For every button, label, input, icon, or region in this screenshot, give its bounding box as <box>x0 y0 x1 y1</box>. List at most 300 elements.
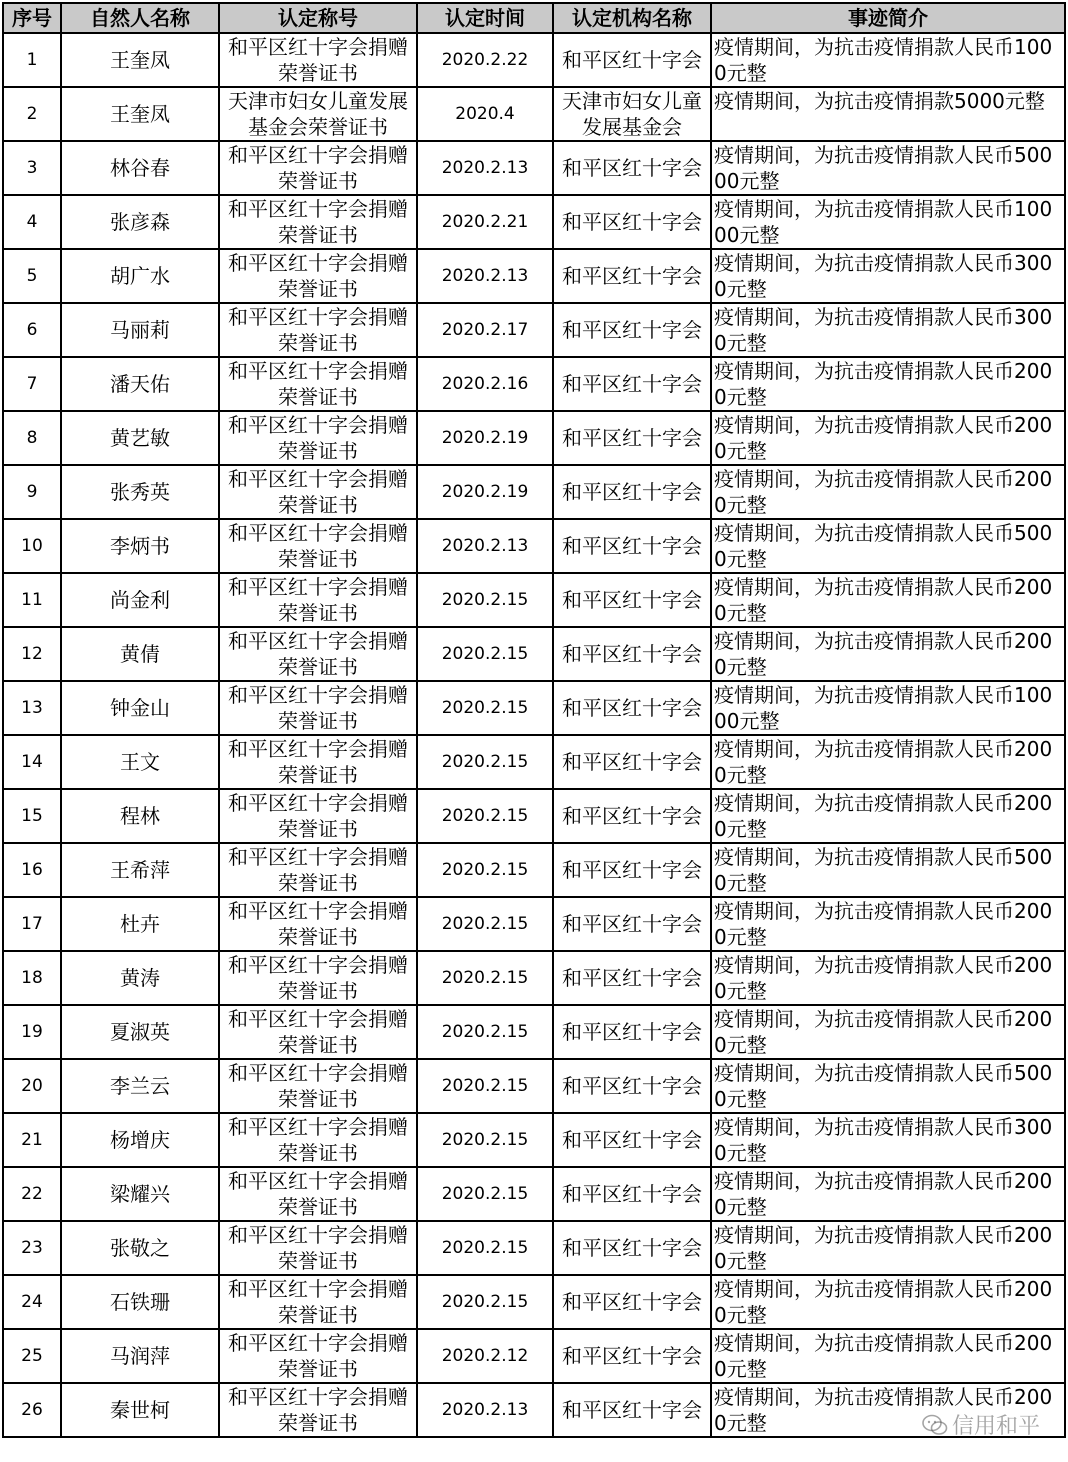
honor-date <box>417 33 553 87</box>
deed-summary <box>711 681 1065 735</box>
issuing-org-text: 和平区红十字会 <box>562 966 702 990</box>
honor-date <box>417 1005 553 1059</box>
deed-summary <box>711 87 1065 141</box>
deed-summary-text: 疫情期间，为抗击疫情捐款人民币5000元整 <box>714 1061 1053 1111</box>
row-index-text: 10 <box>21 536 43 556</box>
honor-table <box>2 2 1066 1438</box>
honor-title <box>219 1221 417 1275</box>
honor-title-text: 和平区红十字会捐赠荣誉证书 <box>228 467 408 517</box>
table-row <box>3 1167 1065 1221</box>
header-row <box>3 3 1065 33</box>
deed-summary <box>711 1059 1065 1113</box>
table-row <box>3 1113 1065 1167</box>
honor-date-text: 2020.4 <box>455 104 515 124</box>
honor-date-text: 2020.2.22 <box>441 50 529 70</box>
row-index-text: 18 <box>21 968 43 988</box>
deed-summary-text: 疫情期间，为抗击疫情捐款人民币2000元整 <box>714 737 1053 787</box>
honor-title-text: 和平区红十字会捐赠荣誉证书 <box>228 1277 408 1327</box>
table-row <box>3 357 1065 411</box>
honor-title <box>219 357 417 411</box>
row-index-text: 8 <box>26 428 38 448</box>
deed-summary-text: 疫情期间，为抗击疫情捐款人民币2000元整 <box>714 629 1053 679</box>
honor-title <box>219 627 417 681</box>
person-name <box>61 573 219 627</box>
honor-date <box>417 789 553 843</box>
issuing-org-text: 和平区红十字会 <box>562 696 702 720</box>
issuing-org <box>553 735 711 789</box>
person-name-text: 胡广水 <box>110 264 170 288</box>
honor-title <box>219 411 417 465</box>
honor-title <box>219 1383 417 1437</box>
honor-title <box>219 843 417 897</box>
person-name <box>61 1167 219 1221</box>
row-index <box>3 1005 61 1059</box>
issuing-org-text: 和平区红十字会 <box>562 1074 702 1098</box>
person-name <box>61 735 219 789</box>
person-name <box>61 87 219 141</box>
honor-date <box>417 141 553 195</box>
table-row <box>3 1383 1065 1437</box>
row-index <box>3 519 61 573</box>
person-name-text: 王希萍 <box>110 858 170 882</box>
issuing-org-text: 和平区红十字会 <box>562 1236 702 1260</box>
row-index-text: 7 <box>26 374 38 394</box>
row-index-text: 2 <box>26 104 38 124</box>
row-index <box>3 1167 61 1221</box>
row-index <box>3 897 61 951</box>
issuing-org <box>553 789 711 843</box>
issuing-org-text: 和平区红十字会 <box>562 264 702 288</box>
honor-title <box>219 1329 417 1383</box>
person-name-text: 钟金山 <box>110 696 170 720</box>
honor-date <box>417 843 553 897</box>
honor-title-text: 和平区红十字会捐赠荣誉证书 <box>228 1061 408 1111</box>
table-row <box>3 249 1065 303</box>
deed-summary-text: 疫情期间，为抗击疫情捐款人民币50000元整 <box>714 143 1053 193</box>
row-index-text: 21 <box>21 1130 43 1150</box>
person-name-text: 黄倩 <box>120 642 160 666</box>
row-index-text: 6 <box>26 320 38 340</box>
table-row <box>3 897 1065 951</box>
honor-title <box>219 195 417 249</box>
honor-date <box>417 951 553 1005</box>
row-index <box>3 1221 61 1275</box>
issuing-org-text: 和平区红十字会 <box>562 1128 702 1152</box>
person-name-text: 张秀英 <box>110 480 170 504</box>
deed-summary <box>711 249 1065 303</box>
row-index-text: 22 <box>21 1184 43 1204</box>
honor-title-text: 和平区红十字会捐赠荣誉证书 <box>228 305 408 355</box>
row-index <box>3 465 61 519</box>
table-row <box>3 1329 1065 1383</box>
honor-title <box>219 1167 417 1221</box>
honor-date <box>417 1275 553 1329</box>
honor-title-text: 和平区红十字会捐赠荣誉证书 <box>228 845 408 895</box>
issuing-org-text: 和平区红十字会 <box>562 858 702 882</box>
deed-summary <box>711 519 1065 573</box>
row-index-text: 20 <box>21 1076 43 1096</box>
row-index <box>3 141 61 195</box>
deed-summary-text: 疫情期间，为抗击疫情捐款人民币2000元整 <box>714 575 1053 625</box>
row-index <box>3 87 61 141</box>
issuing-org-text: 和平区红十字会 <box>562 318 702 342</box>
issuing-org-text: 和平区红十字会 <box>562 642 702 666</box>
table-row <box>3 735 1065 789</box>
deed-summary-text: 疫情期间，为抗击疫情捐款人民币5000元整 <box>714 845 1053 895</box>
deed-summary-text: 疫情期间，为抗击疫情捐款人民币5000元整 <box>714 521 1053 571</box>
row-index <box>3 789 61 843</box>
honor-date-text: 2020.2.15 <box>441 698 529 718</box>
honor-date <box>417 303 553 357</box>
honor-title <box>219 519 417 573</box>
table-row <box>3 951 1065 1005</box>
honor-title <box>219 789 417 843</box>
row-index-text: 3 <box>26 158 38 178</box>
person-name-text: 王奎凤 <box>110 102 170 126</box>
honor-title-text: 和平区红十字会捐赠荣誉证书 <box>228 899 408 949</box>
issuing-org-text: 和平区红十字会 <box>562 912 702 936</box>
issuing-org-text: 和平区红十字会 <box>562 750 702 774</box>
honor-date <box>417 681 553 735</box>
honor-date-text: 2020.2.15 <box>441 968 529 988</box>
issuing-org-text: 天津市妇女儿童发展基金会 <box>562 89 702 139</box>
issuing-org-text: 和平区红十字会 <box>562 534 702 558</box>
issuing-org <box>553 1005 711 1059</box>
deed-summary <box>711 195 1065 249</box>
issuing-org <box>553 465 711 519</box>
honor-date <box>417 735 553 789</box>
table-row <box>3 87 1065 141</box>
wechat-icon <box>922 1414 948 1436</box>
honor-date-text: 2020.2.13 <box>441 1400 529 1420</box>
table-row <box>3 789 1065 843</box>
honor-title-text: 和平区红十字会捐赠荣誉证书 <box>228 791 408 841</box>
row-index-text: 25 <box>21 1346 43 1366</box>
honor-date-text: 2020.2.15 <box>441 860 529 880</box>
issuing-org-text: 和平区红十字会 <box>562 1344 702 1368</box>
issuing-org <box>553 1383 711 1437</box>
row-index <box>3 1383 61 1437</box>
honor-date-text: 2020.2.16 <box>441 374 529 394</box>
honor-title <box>219 33 417 87</box>
honor-date <box>417 1113 553 1167</box>
honor-date-text: 2020.2.15 <box>441 752 529 772</box>
honor-title <box>219 303 417 357</box>
row-index-text: 1 <box>26 50 38 70</box>
person-name-text: 程林 <box>120 804 160 828</box>
issuing-org <box>553 303 711 357</box>
person-name <box>61 843 219 897</box>
row-index-text: 24 <box>21 1292 43 1312</box>
issuing-org-text: 和平区红十字会 <box>562 372 702 396</box>
table-row <box>3 1275 1065 1329</box>
issuing-org-text: 和平区红十字会 <box>562 1020 702 1044</box>
person-name <box>61 1275 219 1329</box>
person-name <box>61 33 219 87</box>
honor-date <box>417 897 553 951</box>
honor-title-text: 和平区红十字会捐赠荣誉证书 <box>228 197 408 247</box>
deed-summary <box>711 1167 1065 1221</box>
deed-summary <box>711 141 1065 195</box>
person-name-text: 梁耀兴 <box>110 1182 170 1206</box>
honor-date-text: 2020.2.21 <box>441 212 529 232</box>
honor-title <box>219 681 417 735</box>
honor-date <box>417 411 553 465</box>
deed-summary-text: 疫情期间，为抗击疫情捐款人民币2000元整 <box>714 467 1053 517</box>
person-name-text: 马润萍 <box>110 1344 170 1368</box>
honor-title-text: 和平区红十字会捐赠荣誉证书 <box>228 35 408 85</box>
deed-summary-text: 疫情期间，为抗击疫情捐款人民币2000元整 <box>714 413 1053 463</box>
person-name-text: 秦世柯 <box>110 1398 170 1422</box>
header-org: 认定机构名称 <box>553 3 711 33</box>
honor-date-text: 2020.2.15 <box>441 1184 529 1204</box>
honor-title-text: 和平区红十字会捐赠荣誉证书 <box>228 1007 408 1057</box>
issuing-org <box>553 1059 711 1113</box>
issuing-org-text: 和平区红十字会 <box>562 48 702 72</box>
person-name <box>61 465 219 519</box>
deed-summary <box>711 1275 1065 1329</box>
honor-title <box>219 1275 417 1329</box>
honor-title-text: 和平区红十字会捐赠荣誉证书 <box>228 629 408 679</box>
table-row <box>3 1005 1065 1059</box>
issuing-org <box>553 843 711 897</box>
honor-date <box>417 1329 553 1383</box>
row-index-text: 5 <box>26 266 38 286</box>
issuing-org <box>553 951 711 1005</box>
person-name <box>61 519 219 573</box>
deed-summary <box>711 789 1065 843</box>
deed-summary-text: 疫情期间，为抗击疫情捐款人民币3000元整 <box>714 305 1053 355</box>
deed-summary-text: 疫情期间，为抗击疫情捐款人民币3000元整 <box>714 251 1053 301</box>
deed-summary <box>711 843 1065 897</box>
honor-date <box>417 465 553 519</box>
honor-date-text: 2020.2.15 <box>441 806 529 826</box>
person-name-text: 张彦森 <box>110 210 170 234</box>
person-name <box>61 411 219 465</box>
deed-summary-text: 疫情期间，为抗击疫情捐款人民币2000元整 <box>714 791 1053 841</box>
row-index-text: 15 <box>21 806 43 826</box>
deed-summary <box>711 411 1065 465</box>
honor-title-text: 和平区红十字会捐赠荣誉证书 <box>228 575 408 625</box>
deed-summary <box>711 627 1065 681</box>
row-index-text: 11 <box>21 590 43 610</box>
honor-date <box>417 1059 553 1113</box>
person-name <box>61 951 219 1005</box>
row-index <box>3 195 61 249</box>
honor-date <box>417 1221 553 1275</box>
deed-summary <box>711 573 1065 627</box>
issuing-org <box>553 681 711 735</box>
honor-title-text: 和平区红十字会捐赠荣誉证书 <box>228 953 408 1003</box>
person-name <box>61 357 219 411</box>
honor-date-text: 2020.2.15 <box>441 1238 529 1258</box>
honor-title <box>219 1005 417 1059</box>
row-index <box>3 249 61 303</box>
person-name <box>61 249 219 303</box>
honor-date-text: 2020.2.15 <box>441 1076 529 1096</box>
issuing-org <box>553 33 711 87</box>
table-body <box>3 33 1065 1437</box>
deed-summary-text: 疫情期间，为抗击疫情捐款人民币1000元整 <box>714 35 1053 85</box>
deed-summary <box>711 1221 1065 1275</box>
row-index <box>3 1059 61 1113</box>
honor-date-text: 2020.2.13 <box>441 266 529 286</box>
issuing-org <box>553 357 711 411</box>
issuing-org-text: 和平区红十字会 <box>562 1398 702 1422</box>
table-row <box>3 681 1065 735</box>
table-row <box>3 141 1065 195</box>
honor-title <box>219 735 417 789</box>
table-row <box>3 1059 1065 1113</box>
honor-title-text: 和平区红十字会捐赠荣誉证书 <box>228 521 408 571</box>
honor-date <box>417 573 553 627</box>
person-name-text: 杨增庆 <box>110 1128 170 1152</box>
person-name-text: 尚金利 <box>110 588 170 612</box>
honor-date-text: 2020.2.15 <box>441 1022 529 1042</box>
issuing-org-text: 和平区红十字会 <box>562 426 702 450</box>
issuing-org-text: 和平区红十字会 <box>562 1182 702 1206</box>
person-name-text: 夏淑英 <box>110 1020 170 1044</box>
header-desc: 事迹简介 <box>711 3 1065 33</box>
watermark <box>922 1409 1040 1440</box>
honor-title-text: 和平区红十字会捐赠荣誉证书 <box>228 1385 408 1435</box>
honor-title <box>219 951 417 1005</box>
honor-date <box>417 195 553 249</box>
header-index: 序号 <box>3 3 61 33</box>
issuing-org-text: 和平区红十字会 <box>562 480 702 504</box>
deed-summary <box>711 897 1065 951</box>
row-index <box>3 411 61 465</box>
row-index <box>3 1113 61 1167</box>
table-row <box>3 1221 1065 1275</box>
deed-summary-text: 疫情期间，为抗击疫情捐款人民币3000元整 <box>714 1115 1053 1165</box>
deed-summary-text: 疫情期间，为抗击疫情捐款人民币2000元整 <box>714 1169 1053 1219</box>
row-index-text: 19 <box>21 1022 43 1042</box>
deed-summary-text: 疫情期间，为抗击疫情捐款人民币2000元整 <box>714 359 1053 409</box>
issuing-org-text: 和平区红十字会 <box>562 210 702 234</box>
row-index <box>3 1329 61 1383</box>
table-row <box>3 411 1065 465</box>
issuing-org-text: 和平区红十字会 <box>562 804 702 828</box>
honor-date-text: 2020.2.15 <box>441 590 529 610</box>
person-name-text: 马丽莉 <box>110 318 170 342</box>
person-name-text: 李炳书 <box>110 534 170 558</box>
issuing-org <box>553 897 711 951</box>
issuing-org <box>553 1275 711 1329</box>
person-name-text: 黄艺敏 <box>110 426 170 450</box>
issuing-org <box>553 519 711 573</box>
header-name: 自然人名称 <box>61 3 219 33</box>
person-name-text: 林谷春 <box>110 156 170 180</box>
table-row <box>3 465 1065 519</box>
honor-date <box>417 357 553 411</box>
honor-date-text: 2020.2.17 <box>441 320 529 340</box>
row-index <box>3 573 61 627</box>
table-row <box>3 195 1065 249</box>
deed-summary-text: 疫情期间，为抗击疫情捐款人民币10000元整 <box>714 683 1053 733</box>
honor-title <box>219 897 417 951</box>
deed-summary <box>711 1113 1065 1167</box>
honor-date <box>417 87 553 141</box>
row-index <box>3 843 61 897</box>
issuing-org-text: 和平区红十字会 <box>562 1290 702 1314</box>
honor-title <box>219 1113 417 1167</box>
row-index <box>3 735 61 789</box>
deed-summary-text: 疫情期间，为抗击疫情捐款人民币10000元整 <box>714 197 1053 247</box>
person-name-text: 黄涛 <box>120 966 160 990</box>
row-index-text: 23 <box>21 1238 43 1258</box>
honor-title-text: 和平区红十字会捐赠荣誉证书 <box>228 359 408 409</box>
issuing-org <box>553 1221 711 1275</box>
honor-title <box>219 465 417 519</box>
person-name-text: 王文 <box>120 750 160 774</box>
person-name-text: 王奎凤 <box>110 48 170 72</box>
honor-date-text: 2020.2.19 <box>441 482 529 502</box>
deed-summary <box>711 1005 1065 1059</box>
deed-summary <box>711 357 1065 411</box>
honor-title-text: 和平区红十字会捐赠荣誉证书 <box>228 737 408 787</box>
deed-summary <box>711 735 1065 789</box>
row-index-text: 13 <box>21 698 43 718</box>
header-title: 认定称号 <box>219 3 417 33</box>
table-row <box>3 33 1065 87</box>
deed-summary <box>711 951 1065 1005</box>
header-date: 认定时间 <box>417 3 553 33</box>
issuing-org <box>553 1113 711 1167</box>
table-row <box>3 627 1065 681</box>
issuing-org-text: 和平区红十字会 <box>562 156 702 180</box>
honor-title <box>219 573 417 627</box>
issuing-org <box>553 573 711 627</box>
honor-title <box>219 87 417 141</box>
deed-summary-text: 疫情期间，为抗击疫情捐款人民币2000元整 <box>714 1385 1053 1435</box>
issuing-org <box>553 411 711 465</box>
honor-date-text: 2020.2.15 <box>441 1130 529 1150</box>
honor-date <box>417 1167 553 1221</box>
honor-date <box>417 519 553 573</box>
honor-date-text: 2020.2.13 <box>441 536 529 556</box>
watermark-text: 信用和平 <box>951 1414 1040 1439</box>
row-index <box>3 951 61 1005</box>
issuing-org-text: 和平区红十字会 <box>562 588 702 612</box>
person-name-text: 李兰云 <box>110 1074 170 1098</box>
honor-date <box>417 1383 553 1437</box>
row-index <box>3 1275 61 1329</box>
deed-summary-text: 疫情期间，为抗击疫情捐款人民币2000元整 <box>714 1223 1053 1273</box>
honor-date-text: 2020.2.15 <box>441 1292 529 1312</box>
person-name <box>61 1221 219 1275</box>
issuing-org <box>553 141 711 195</box>
honor-title-text: 和平区红十字会捐赠荣誉证书 <box>228 1331 408 1381</box>
person-name-text: 潘天佑 <box>110 372 170 396</box>
row-index-text: 17 <box>21 914 43 934</box>
issuing-org <box>553 87 711 141</box>
deed-summary <box>711 465 1065 519</box>
person-name-text: 石铁珊 <box>110 1290 170 1314</box>
row-index <box>3 357 61 411</box>
honor-date <box>417 249 553 303</box>
deed-summary-text: 疫情期间，为抗击疫情捐款5000元整 <box>714 89 1045 113</box>
person-name <box>61 1005 219 1059</box>
deed-summary-text: 疫情期间，为抗击疫情捐款人民币2000元整 <box>714 1277 1053 1327</box>
row-index-text: 16 <box>21 860 43 880</box>
deed-summary-text: 疫情期间，为抗击疫情捐款人民币2000元整 <box>714 1007 1053 1057</box>
honor-date-text: 2020.2.12 <box>441 1346 529 1366</box>
honor-date-text: 2020.2.15 <box>441 644 529 664</box>
person-name <box>61 141 219 195</box>
issuing-org <box>553 1329 711 1383</box>
table-row <box>3 519 1065 573</box>
